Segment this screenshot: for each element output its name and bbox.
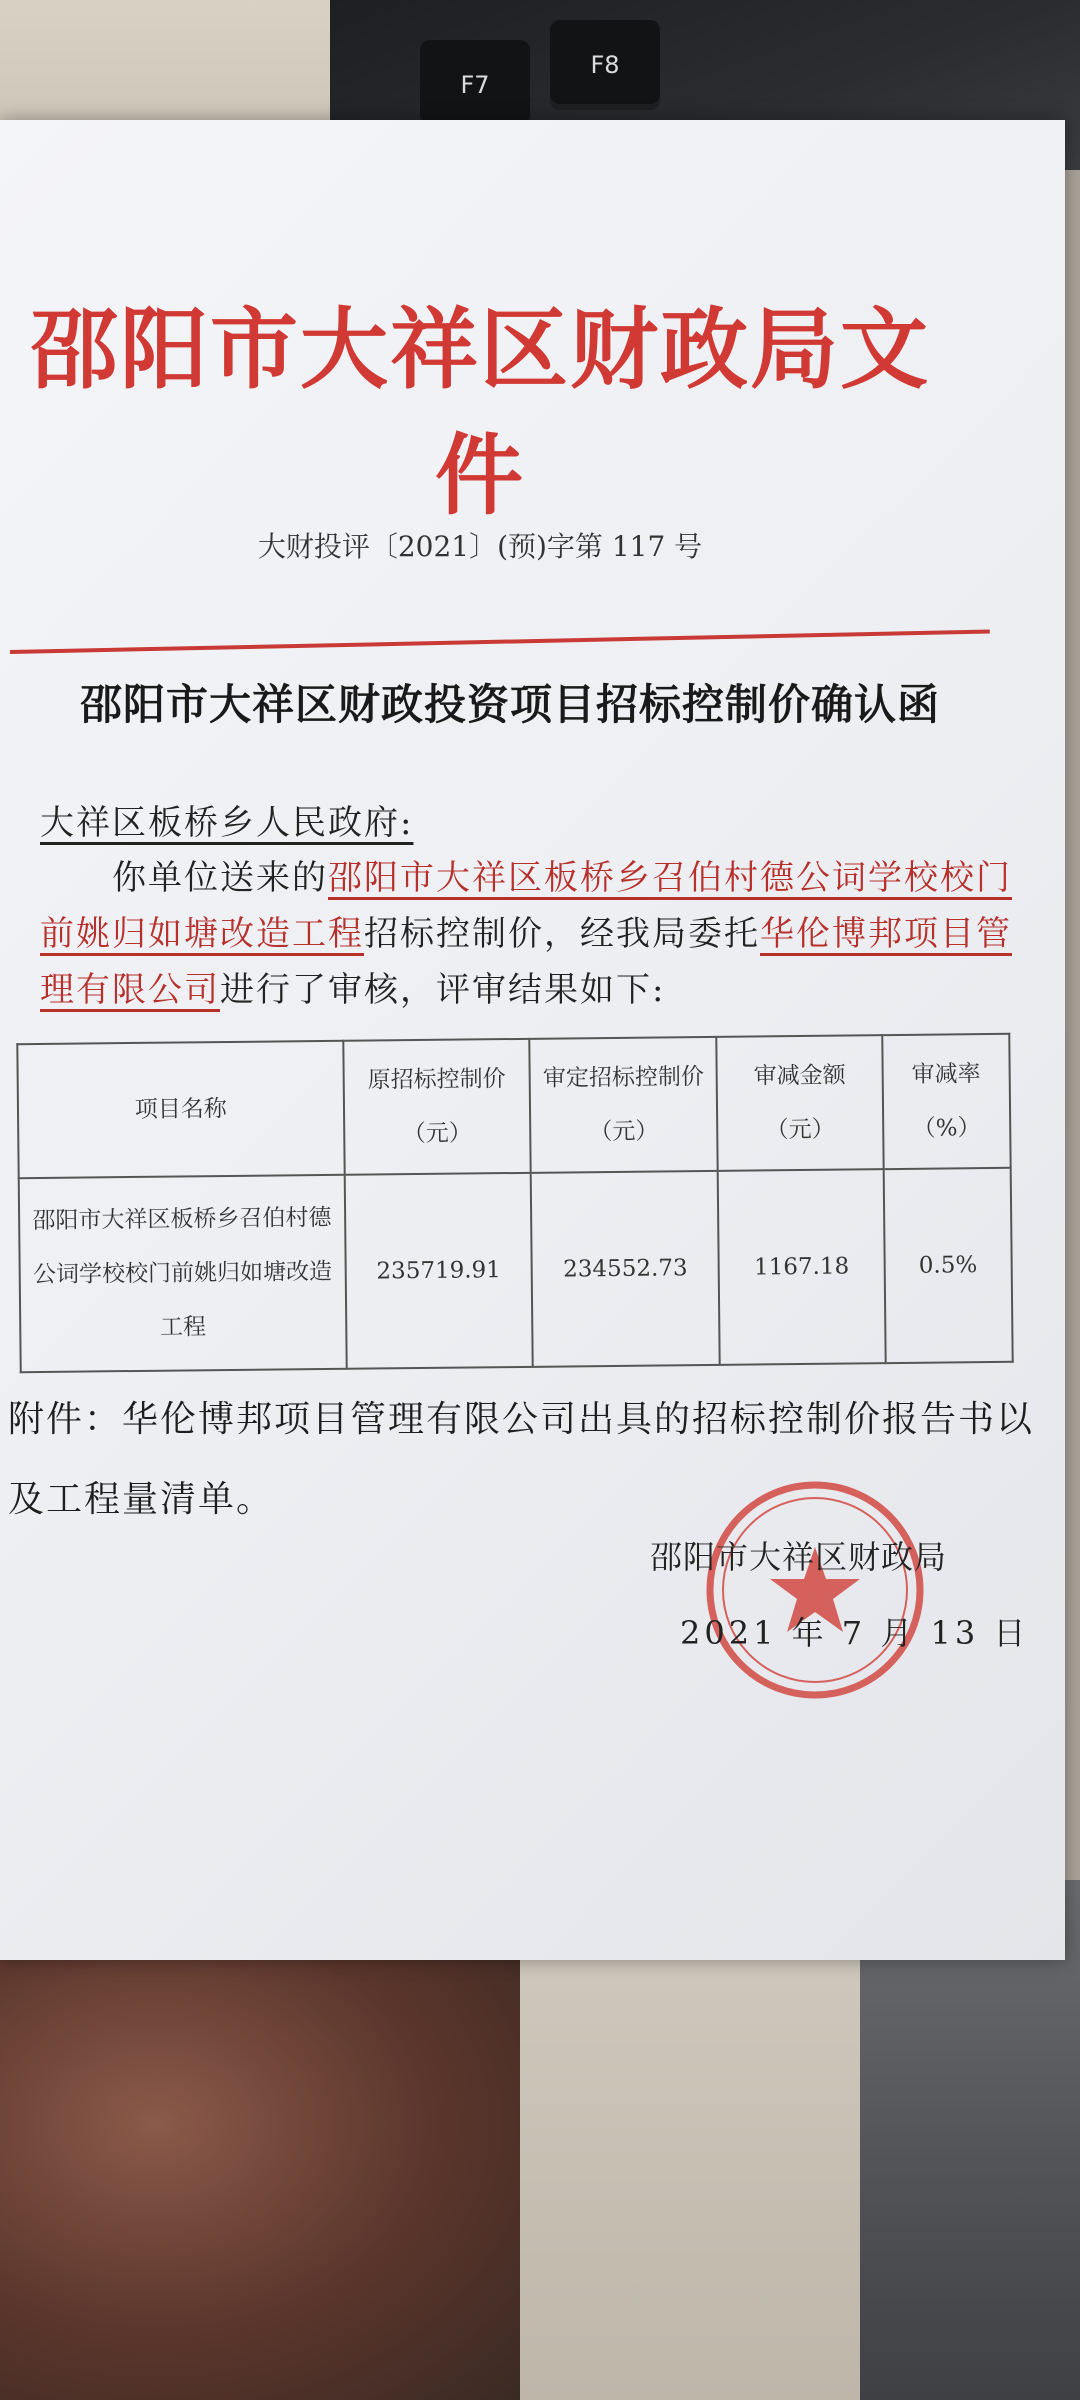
keyboard-key-f8: F8 [550,20,660,110]
table-row [19,1168,1013,1372]
cell-original-price: 235719.91 [344,1173,533,1369]
document-header: 邵阳市大祥区财政局文件 [29,298,930,527]
recipient: 大祥区板桥乡人民政府: [40,803,414,843]
cell-project-name: 邵阳市大祥区板桥乡召伯村德公词学校校门前姚归如塘改造工程 [19,1175,347,1372]
keyboard-key-f7: F7 [420,40,530,130]
body-intro: 你单位送来的 [112,858,328,898]
document-number: 大财投评〔2021〕(预)字第 117 号 [257,530,703,563]
cell-reduction-rate: 0.5% [883,1168,1012,1363]
table-header-row [17,1034,1010,1179]
header-reduction-rate: 审减率（%） [882,1034,1011,1170]
issue-date: 2021 年 7 月 13 日 [680,1614,1030,1652]
attachment-note: 附件：华伦博邦项目管理有限公司出具的招标控制价报告书以及工程量清单。 [8,1399,1035,1520]
cell-approved-price: 234552.73 [531,1171,720,1367]
document-title: 邵阳市大祥区财政投资项目招标控制价确认函 [79,680,940,729]
body-end: 进行了审核，评审结果如下: [220,970,666,1010]
official-seal-icon [700,1475,930,1705]
cell-reduction-amount: 1167.18 [718,1169,886,1364]
project-name: 邵阳市大祥区板桥乡召伯村德公词学校校门前姚归如塘改造工程 [40,858,1012,954]
hand [0,1940,520,2400]
review-agency: 华伦博邦项目管理有限公司 [40,914,1012,1010]
header-approved-price: 审定招标控制价（元） [530,1037,718,1173]
recipient-line [40,795,1020,851]
issuer-signature: 邵阳市大祥区财政局 [650,1538,948,1576]
review-result-table [16,1033,1013,1373]
header-project-name: 项目名称 [17,1041,344,1179]
header-original-price: 原招标控制价（元） [343,1039,531,1175]
body-mid: 招标控制价，经我局委托 [364,914,760,954]
body-paragraph [40,850,1020,1018]
header-reduction-amount: 审减金额（元） [716,1035,883,1171]
